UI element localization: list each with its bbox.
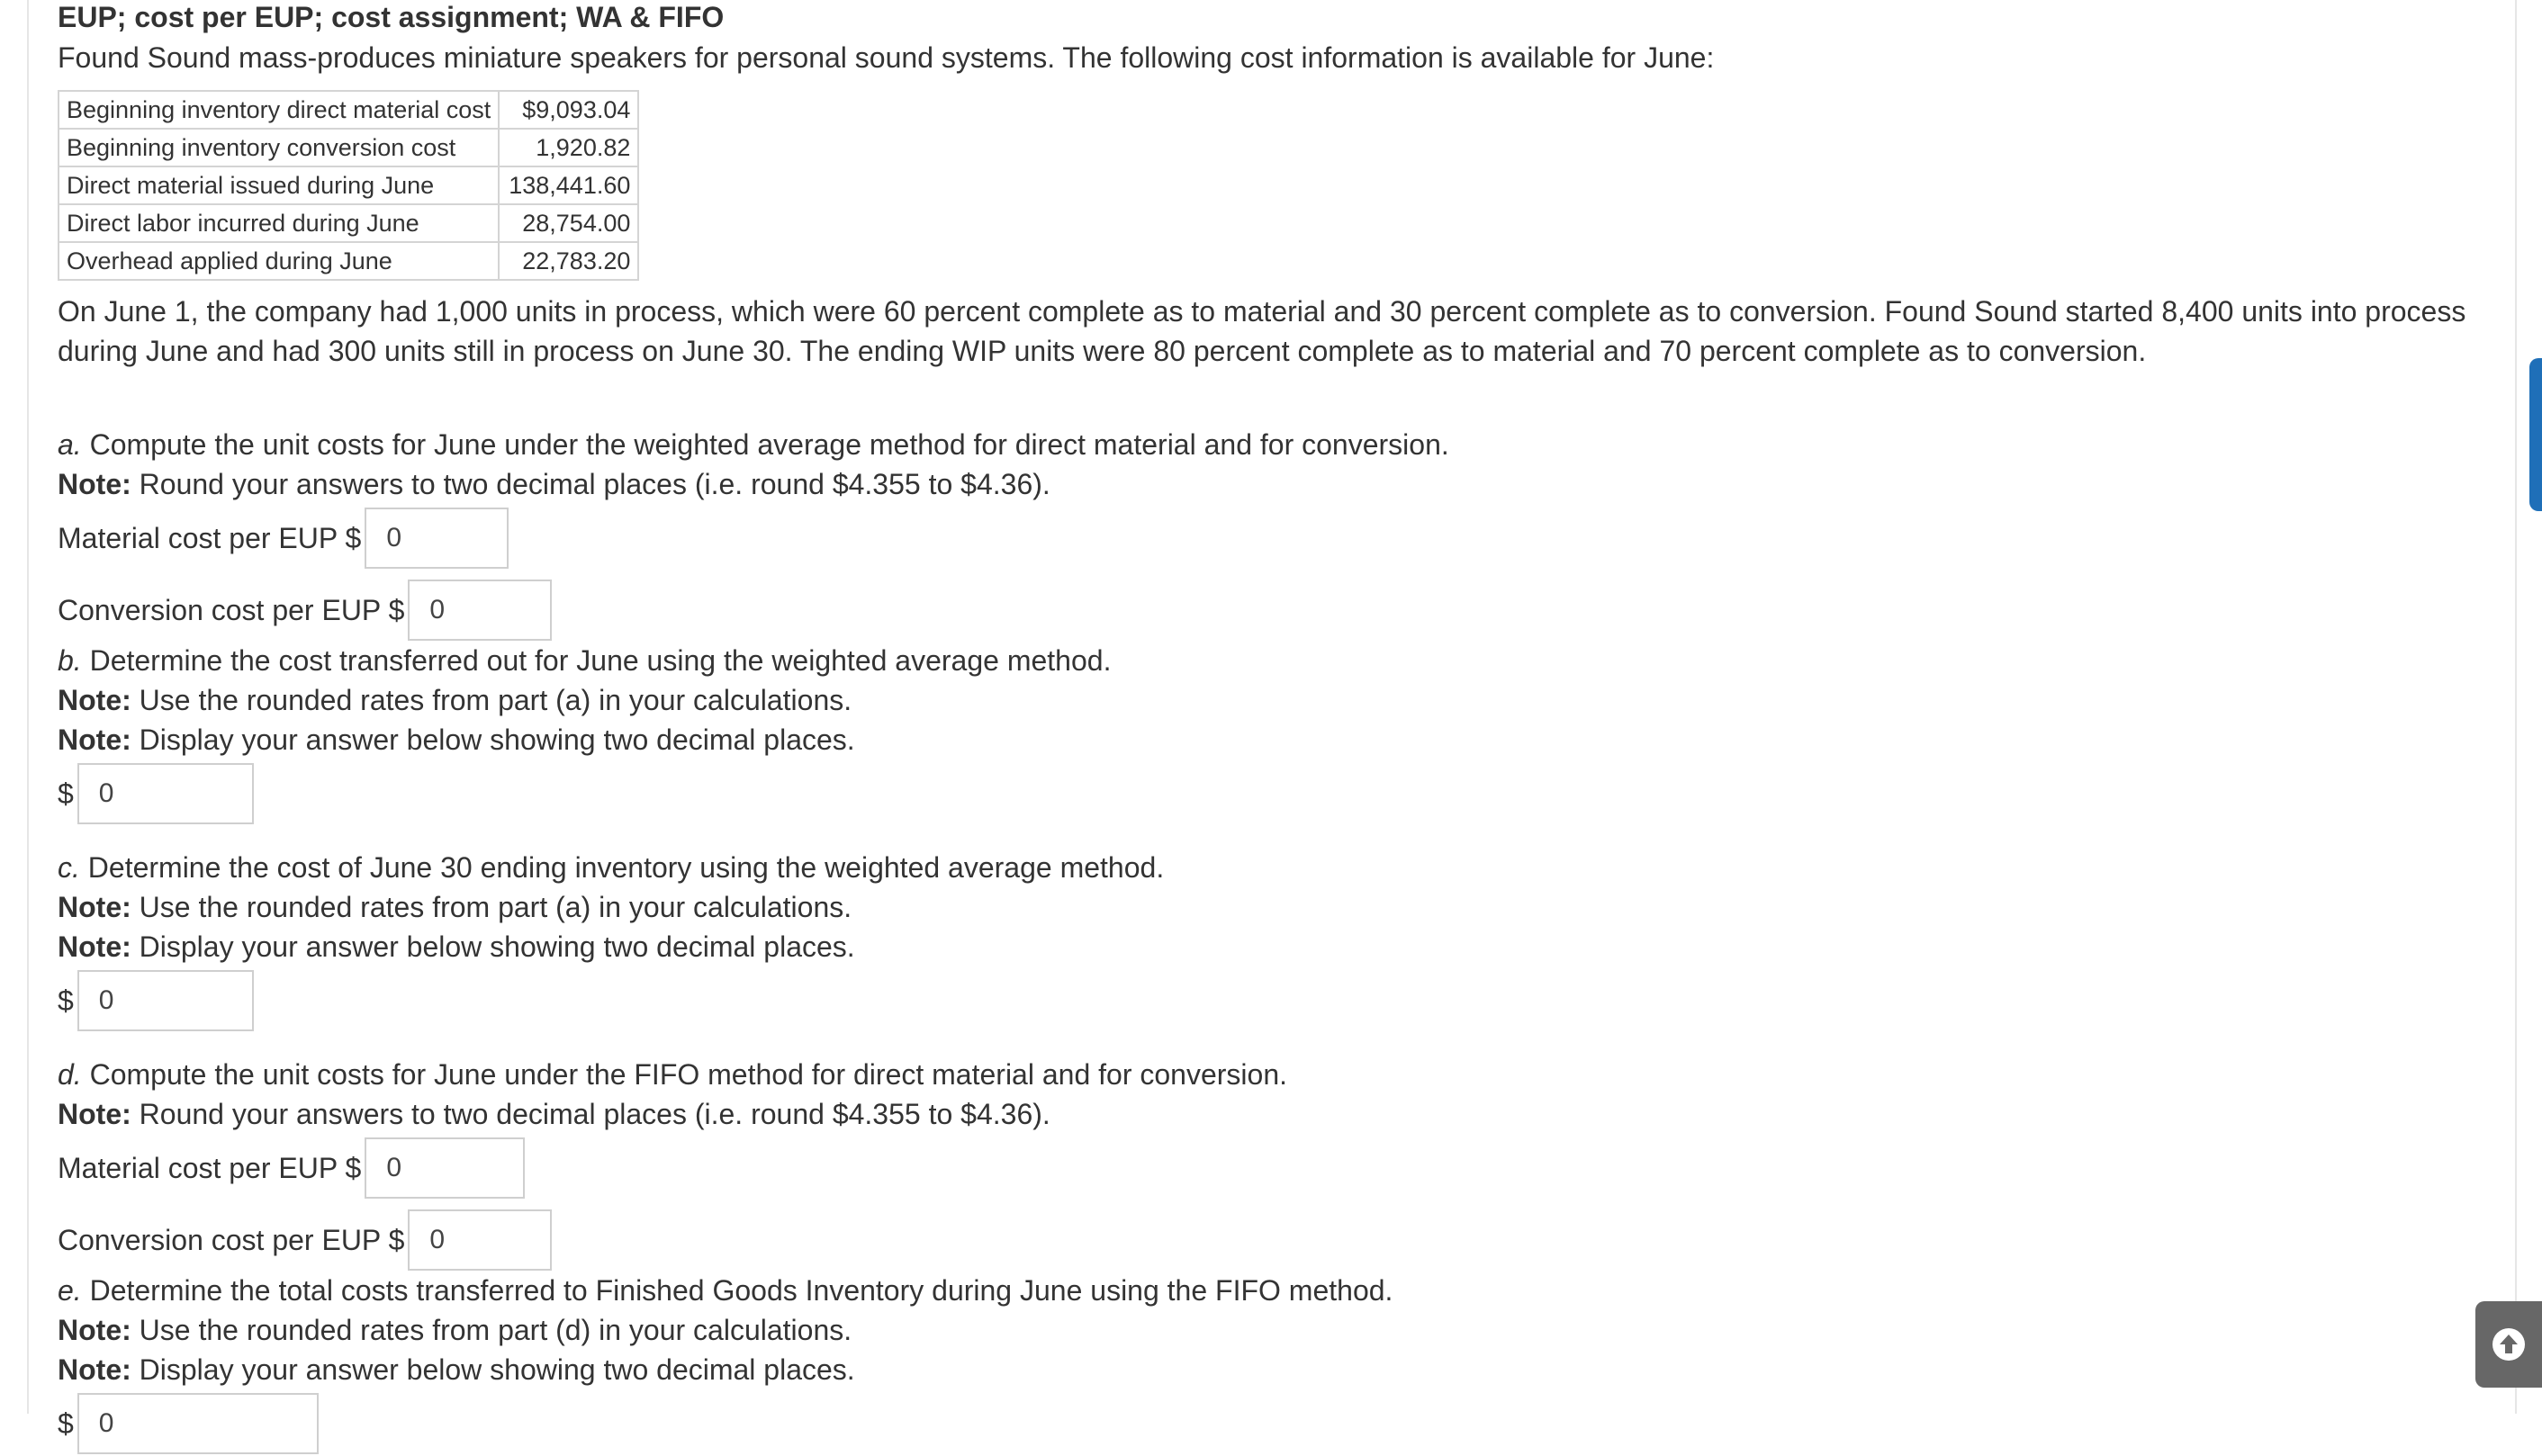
- conversion-label: Conversion cost per EUP $: [58, 593, 405, 626]
- note-label: Note:: [58, 891, 131, 923]
- rates-note: [58, 1310, 2470, 1350]
- ending-inventory-input-c[interactable]: 0: [77, 970, 254, 1031]
- note-text: Use the rounded rates from part (d) in your calculations.: [139, 1314, 852, 1346]
- conversion-cost-input-a[interactable]: 0: [408, 580, 552, 641]
- conversion-answer-row: [58, 578, 2470, 643]
- problem-panel: [27, 0, 2517, 1440]
- material-label: Material cost per EUP $: [58, 1151, 362, 1184]
- problem-description: On June 1, the company had 1,000 units in process, which were 60 percent complete as to material and 30 percent complete as to conversion. Found Sound started 8,400 units into process during June and had 300 units still in process on June 30. The ending WIP units were 80 percent complete as to material and 70 percent complete as to conversion.: [58, 295, 2466, 367]
- rates-note: [58, 887, 2470, 927]
- dollar-sign: $: [58, 777, 74, 810]
- display-note: [58, 720, 2470, 759]
- material-cost-input-a[interactable]: 0: [365, 508, 509, 569]
- cost-table: [58, 90, 639, 281]
- part-letter: d.: [58, 1058, 82, 1091]
- cost-transferred-input-b[interactable]: 0: [77, 763, 254, 824]
- note-text: Display your answer below showing two decimal places.: [139, 724, 855, 756]
- material-label: Material cost per EUP $: [58, 521, 362, 554]
- part-d: [58, 1055, 2470, 1272]
- table-cell-value: $9,093.04: [499, 91, 638, 129]
- material-answer-row: [58, 1136, 2470, 1200]
- table-cell-value: 28,754.00: [499, 204, 638, 242]
- table-cell-value: 1,920.82: [499, 129, 638, 166]
- part-b-question: [58, 641, 2470, 680]
- problem-intro: Found Sound mass-produces miniature speakers for personal sound systems. The following cost information is available for June:: [58, 41, 1715, 74]
- table-row: [59, 204, 638, 242]
- problem-content: [58, 0, 2470, 1456]
- rates-note: [58, 680, 2470, 720]
- part-letter: c.: [58, 851, 80, 884]
- note-text: Round your answers to two decimal places (i.e. round $4.355 to $4.36).: [139, 1098, 1050, 1130]
- part-letter: e.: [58, 1274, 82, 1307]
- table-cell-label: Direct material issued during June: [59, 166, 499, 204]
- conversion-cost-input-d[interactable]: 0: [408, 1209, 552, 1271]
- note-text: Display your answer below showing two decimal places.: [139, 930, 855, 963]
- table-cell-value: 138,441.60: [499, 166, 638, 204]
- part-c-question: [58, 848, 2470, 887]
- table-row: [59, 166, 638, 204]
- scroll-to-top-button[interactable]: [2475, 1301, 2542, 1388]
- note-label: Note:: [58, 1353, 131, 1386]
- table-row: [59, 91, 638, 129]
- table-cell-label: Beginning inventory conversion cost: [59, 129, 499, 166]
- arrow-up-circle-icon: [2491, 1326, 2527, 1362]
- table-row: [59, 129, 638, 166]
- part-d-question: [58, 1055, 2470, 1094]
- answer-row: [58, 968, 2470, 1033]
- note-label: Note:: [58, 1314, 131, 1346]
- table-cell-value: 22,783.20: [499, 242, 638, 280]
- round-note: [58, 1094, 2470, 1134]
- display-note: [58, 927, 2470, 966]
- note-label: Note:: [58, 684, 131, 716]
- round-note: [58, 464, 2470, 504]
- note-text: Use the rounded rates from part (a) in your calculations.: [139, 684, 852, 716]
- part-c: [58, 848, 2470, 1033]
- conversion-answer-row: [58, 1208, 2470, 1272]
- part-a-question: [58, 425, 2470, 464]
- dollar-sign: $: [58, 984, 74, 1017]
- answer-row: [58, 761, 2470, 826]
- part-e: [58, 1271, 2470, 1456]
- table-cell-label: Overhead applied during June: [59, 242, 499, 280]
- dollar-sign: $: [58, 1407, 74, 1440]
- material-answer-row: [58, 506, 2470, 571]
- part-text: Compute the unit costs for June under the FIFO method for direct material and for conversion.: [89, 1058, 1287, 1091]
- part-a: [58, 425, 2470, 643]
- table-cell-label: Direct labor incurred during June: [59, 204, 499, 242]
- conversion-label: Conversion cost per EUP $: [58, 1223, 405, 1256]
- answer-row: [58, 1391, 2470, 1456]
- note-label: Note:: [58, 724, 131, 756]
- part-b: [58, 641, 2470, 826]
- material-cost-input-d[interactable]: 0: [365, 1137, 525, 1199]
- fifo-transferred-input-e[interactable]: 0: [77, 1393, 319, 1454]
- problem-title: EUP; cost per EUP; cost assignment; WA & FIFO: [58, 1, 725, 33]
- side-panel-tab[interactable]: [2529, 358, 2542, 511]
- note-text: Round your answers to two decimal places (i.e. round $4.355 to $4.36).: [139, 468, 1050, 500]
- note-label: Note:: [58, 1098, 131, 1130]
- part-e-question: [58, 1271, 2470, 1310]
- note-label: Note:: [58, 930, 131, 963]
- table-cell-label: Beginning inventory direct material cost: [59, 91, 499, 129]
- part-letter: b.: [58, 644, 82, 677]
- note-text: Use the rounded rates from part (a) in your calculations.: [139, 891, 852, 923]
- part-text: Determine the cost transferred out for June using the weighted average method.: [89, 644, 1112, 677]
- note-text: Display your answer below showing two decimal places.: [139, 1353, 855, 1386]
- table-row: [59, 242, 638, 280]
- part-text: Determine the total costs transferred to Finished Goods Inventory during June using the FIFO method.: [89, 1274, 1393, 1307]
- part-text: Compute the unit costs for June under the weighted average method for direct material and for conversion.: [89, 428, 1449, 461]
- part-text: Determine the cost of June 30 ending inventory using the weighted average method.: [87, 851, 1165, 884]
- part-letter: a.: [58, 428, 82, 461]
- note-label: Note:: [58, 468, 131, 500]
- display-note: [58, 1350, 2470, 1389]
